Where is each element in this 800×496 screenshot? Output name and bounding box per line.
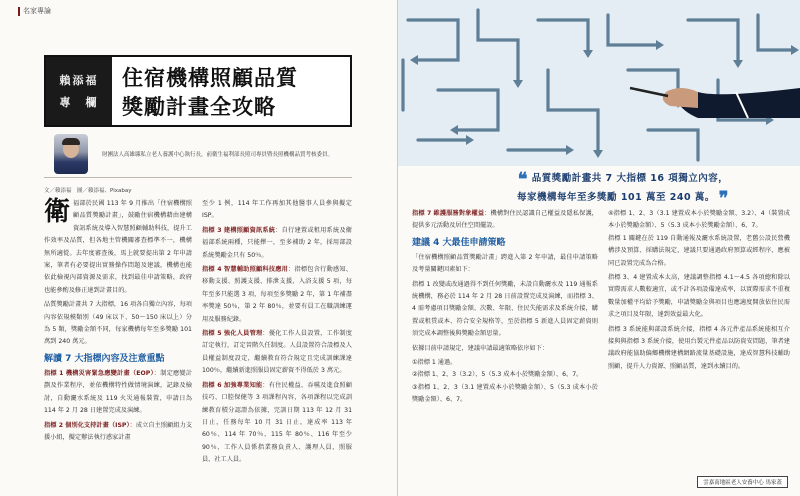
paragraph: 指標 1 關鍵在於 119 自動通報及灑水系統設置，老舊公設民營機構涉及預算、採購法規定，建議只要通過政府預算或經程序，應被同已設置完成為合格。	[608, 234, 790, 267]
paragraph: 衛福部於民國 113 年 9 月推出「住宿機構照顧品質獎勵計畫」，鼓勵住宿機構藉由建構資訊系統及導入智慧照顧輔助科技，提升工作效率及品質，但各地主管機關審查標準不一，機構無所適從。去年度審查後，馬上就要提出第 2 年申請案，筆者有必要提出實務操作問題及建議，機構也能依此檢視內部資源及需求，找到最佳申請策略，政府也能參酌及修正達到計畫目的。	[44, 197, 192, 294]
paragraph: 指標 3、4 建置成本太高，建議調整指標 4.1～4.5 各項總和除以實際需求人數較適宜，或不計各項設備達成率，以實際需求不重複數量加權平均給予獎勵，申請獎勵金與項目也應適度開放依住民需求之項目及年限，達到效益最大化。	[608, 274, 790, 319]
arrow-maze-illustration	[398, 0, 800, 166]
paragraph: 品質獎勵計畫共 7 大指標，16 項各自獨立內容，每項內容依規模類別（49 床以下、50～150 床以上）分為 5 類，獎勵金額不同，每家機構每年至多獎勵 101 萬到 240 萬元。	[44, 301, 192, 346]
title-block	[44, 55, 352, 127]
subheading: 建議 4 大最佳申請策略	[412, 237, 506, 248]
title-line-2: 獎勵計畫全攻略	[122, 94, 276, 119]
hero-image	[398, 0, 800, 166]
author-avatar	[54, 134, 88, 174]
column-1	[44, 198, 192, 446]
paragraph: 指標 1 改變或改通過得不到任何獎勵，未設自動灑水及 119 通報系統機構，務必於 114 年 2 月 28 日前設置完成及演練，而指標 3、4 需考慮項目獎勵金額、次數、年限、住民失能需求及系統介接，購置或租賃或本、符合安全規格等，至於指標 5 新進人員固定薪資則須完成本調整後與獎勵金額思量。	[412, 280, 598, 338]
paragraph: 指標 6 加強專業知能：有住民權益、吞嚥及進食照顧技巧、口腔保健等 3 項課程內容，各項課程以完成訓練教育積分認證為依據，完訓日期 113 年 12 月 31 日止，任務每年 10 月 31 日止，達成率 113 年 60％、114 年 70％、115 年 80％、116 年至少 90％，工作人員係指業務負責人、護理人員、照服員、社工人員。	[202, 381, 352, 464]
paragraph: 指標 5 強化人員管理：優化工作人員設置，工作制度訂定執行，訂定晉階久任制度。人員設置符合設標及人員權益制度設定，繼續教育符合規定且完成訓練課達 100％，繼續新進照服員固定薪資不得低於 3 萬元。	[202, 330, 352, 375]
left-page	[0, 0, 398, 496]
strategy-list-cont	[608, 208, 790, 233]
pull-quote	[458, 170, 788, 208]
author-row	[44, 130, 352, 178]
article-title	[112, 57, 350, 125]
quote-line-1: 品質獎勵計畫共 7 大指標 16 項獨立內容，	[531, 173, 729, 184]
subheading: 解讀 7 大指標內容及注意重點	[44, 353, 165, 364]
right-page	[398, 0, 800, 496]
author-description: 財團法人高雄縣私立老人養護中心執行長，前衛生福利部長照司專員暨長照機構品質考核委員。	[102, 151, 334, 158]
column-4	[608, 208, 790, 375]
title-line-1: 住宿機構照顧品質	[122, 65, 298, 90]
section-bar	[18, 7, 20, 16]
paragraph: 依據目前申請規定，建議申請最適策略依序如下：	[412, 344, 549, 352]
paragraph: 指標 1 機構災害緊急應變計畫（EOP）：制定應變計劃及作業程序，並依機構特性做情境演練，記錄及檢討，自動灑水系統及 119 火災通報裝置，申請日為 114 年 2 月 28 日建置完成及演練。	[44, 369, 192, 415]
paragraph: 至少 1 例，114 年工作再加其他醫事人員參與擬定 ISP。	[202, 200, 352, 220]
close-quote-icon: ❞	[718, 188, 729, 209]
paragraph: 指標 2 個別化支持計畫（ISP）：成立自主照顧組力支援小組，擬定辦法執行惑家計畫	[44, 421, 193, 441]
list-item: ④指標 1、2、3（3.1 建置成本小於獎勵金額、3.2）、4（裝置成本小於獎勵金額）、5（5.3 成本小於獎勵金額）、6、7。	[608, 210, 790, 230]
paragraph: 「住宿機構照顧品質獎勵計畫」跨進入第 2 年申請，最佳申請策略及考量關鍵因素如下：	[412, 253, 598, 274]
paragraph: 指標 7 維護服務對象權益：機構對住民認識自己權益及隱私保護，提供多元活動及居住空間擺設。	[412, 210, 598, 230]
list-item: ③指標 1、2、3（3.1 建置成本小於獎勵金額）、5（5.3 成本小於獎勵金額）、6、7。	[412, 383, 598, 404]
dropcap: 衛	[44, 197, 71, 227]
footer-caption: 雲嘉南地區老人安養中心 馬家蓋	[697, 476, 788, 488]
strategy-list	[412, 357, 598, 407]
section-tag-label: 名家專論	[23, 7, 51, 15]
column-author: 賴添福	[59, 74, 99, 87]
column-2	[202, 198, 352, 469]
quote-line-2: 每家機構每年至多獎勵 101 萬至 240 萬。	[517, 192, 715, 203]
column-box	[46, 57, 112, 125]
list-item: ②指標 1、2、3（3.2）、5（5.3 成本小於獎勵金額）、6、7。	[412, 371, 583, 379]
list-item: ①指標 1 通過。	[412, 359, 457, 367]
column-label: 專 欄	[59, 96, 99, 109]
byline: 文／賴添福 圖／賴添福、Pixabay	[44, 188, 132, 194]
open-quote-icon: ❝	[517, 169, 528, 190]
paragraph: 指標 3 建構照顧資訊系統：自行建置或租用系統及衛福部系統兩種，只能擇一，至多補助 2 年，採用部設系統獎勵金只有 50％。	[202, 226, 352, 259]
column-3	[412, 208, 598, 407]
paragraph: 指標 4 智慧輔助照顧科技應用：指標包含行動感知、移動支援、照護支援、排泄支援、入浴支援 5 項，每年至多只能選 3 項，每項至多獎勵 2 年，第 1 年補盡率獎達 50％，第 2 年 80％，並要有員工在職訓練運用及服務紀錄。	[202, 266, 352, 323]
paragraph: 指標 3 系統能與部設系統介接，指標 4 各元件產品系統能相互介接與與指標 3 系統介接，使用台製元件產品以防資安問題，筆者建議政府能協助偏鄉機構建構網路流量基礎設施，達成智慧科技輔助照顧，提升人力資源、照顧品質，達到永續目的。	[608, 325, 790, 370]
section-tag	[18, 6, 51, 16]
